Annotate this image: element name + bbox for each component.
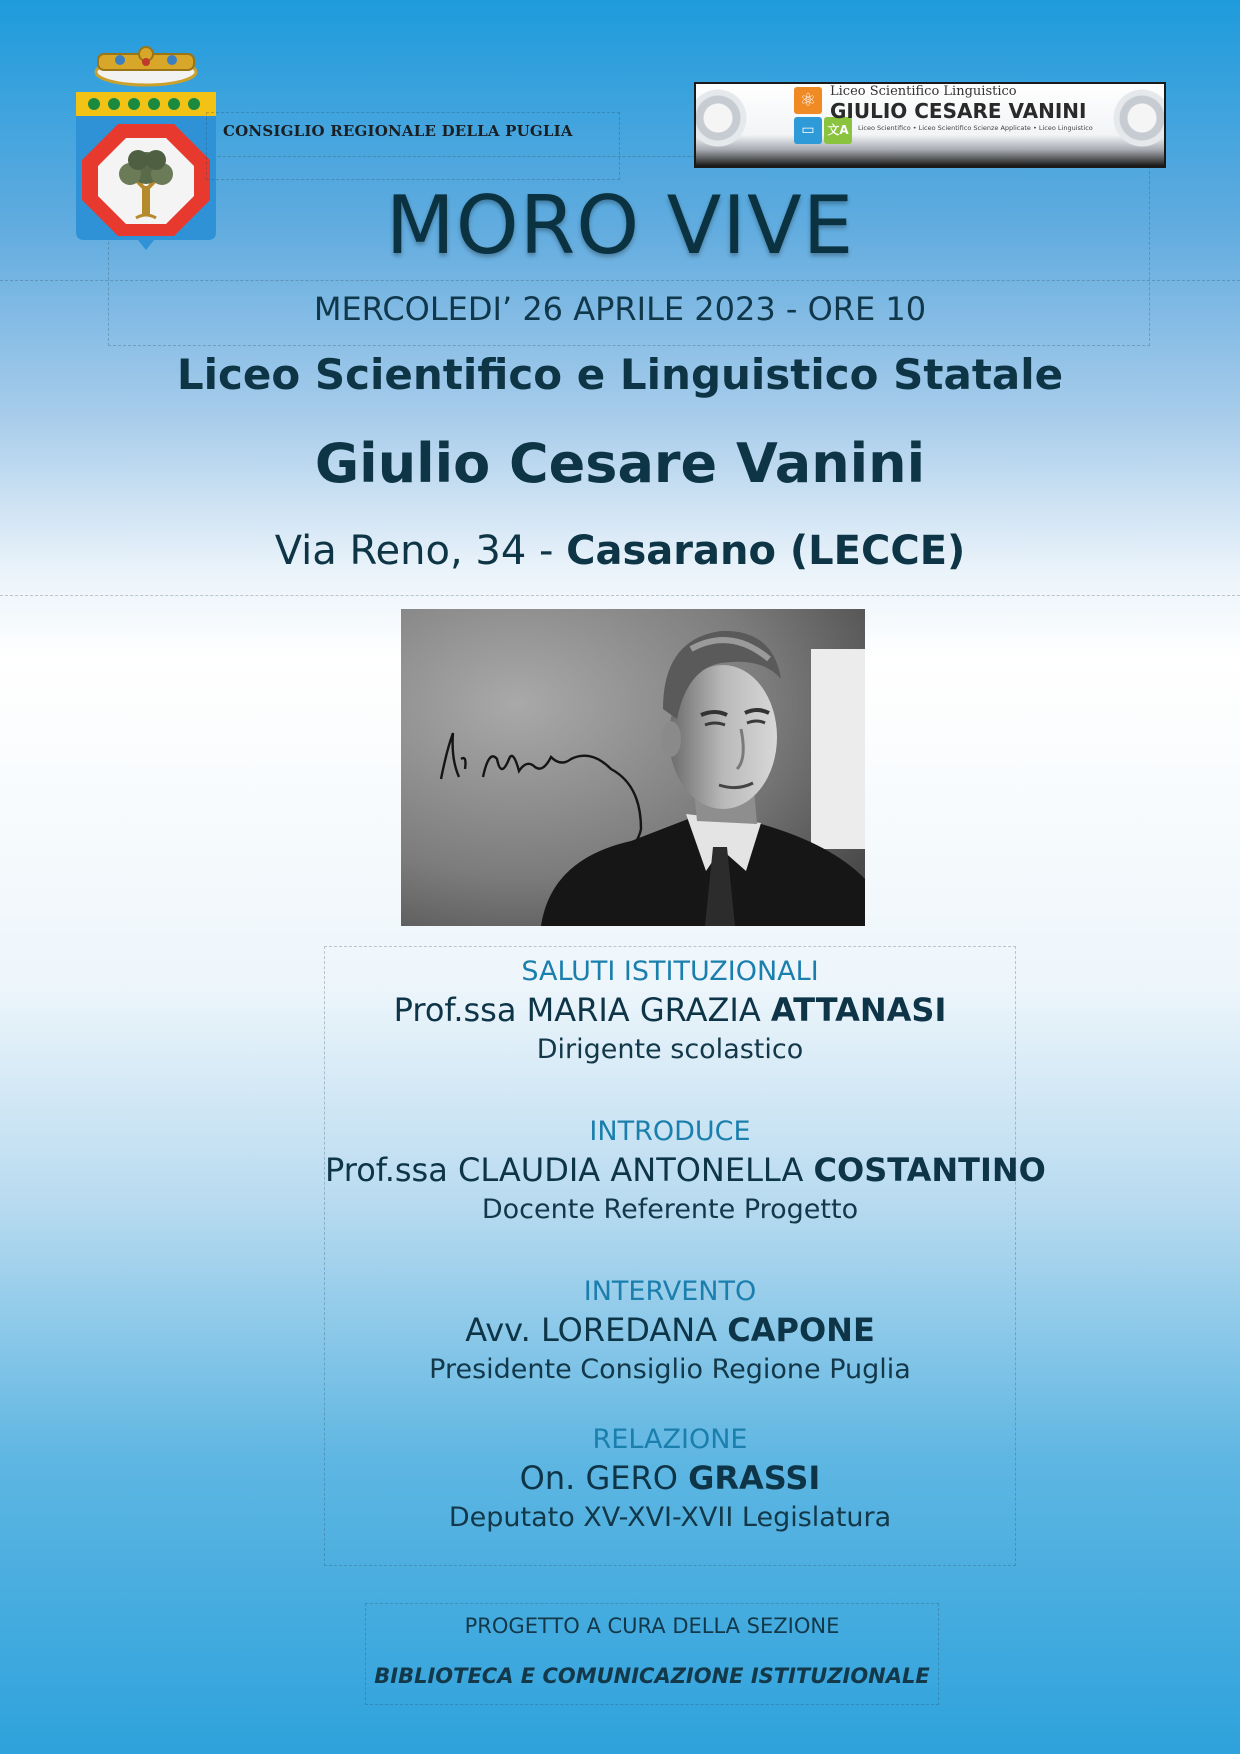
speaker-position: Dirigente scolastico bbox=[536, 1034, 804, 1065]
program-entry bbox=[325, 1423, 1015, 1537]
speaker-name bbox=[325, 1457, 1015, 1499]
speaker-name bbox=[325, 1149, 1046, 1191]
footer-line-2: BIBLIOTECA E COMUNICAZIONE ISTITUZIONALE bbox=[374, 1664, 930, 1688]
venue-line-1: Liceo Scientifico e Linguistico Statale bbox=[176, 350, 1064, 399]
portrait-photo bbox=[401, 609, 865, 926]
program-entry bbox=[325, 1275, 1015, 1389]
footer-box bbox=[365, 1603, 939, 1705]
speaker-name bbox=[325, 1309, 1015, 1351]
speaker-name-prefix: Avv. LOREDANA bbox=[465, 1311, 728, 1349]
program-entry bbox=[325, 1115, 1046, 1229]
computer-icon: ▭ bbox=[794, 117, 822, 144]
address-street: Via Reno, 34 - bbox=[274, 528, 567, 574]
gear-icon bbox=[694, 88, 748, 148]
gear-icon bbox=[1112, 88, 1166, 148]
speaker-surname: ATTANASI bbox=[770, 991, 947, 1029]
speaker-position: Presidente Consiglio Regione Puglia bbox=[429, 1354, 911, 1385]
school-logo bbox=[694, 82, 1166, 168]
speaker-position: Deputato XV-XVI-XVII Legislatura bbox=[448, 1502, 892, 1533]
speaker-surname: COSTANTINO bbox=[813, 1151, 1046, 1189]
speaker-name-prefix: Prof.ssa MARIA GRAZIA bbox=[393, 991, 771, 1029]
school-logo-name: GIULIO CESARE VANINI bbox=[830, 99, 1087, 123]
program-role: SALUTI ISTITUZIONALI bbox=[521, 956, 819, 987]
program-role: INTERVENTO bbox=[583, 1276, 757, 1307]
translate-icon: 文A bbox=[824, 117, 852, 144]
speaker-name-prefix: Prof.ssa CLAUDIA ANTONELLA bbox=[325, 1151, 814, 1189]
region-council-label: CONSIGLIO REGIONALE DELLA PUGLIA bbox=[206, 112, 620, 180]
venue-line-2: Giulio Cesare Vanini bbox=[314, 432, 926, 495]
atom-icon: ⚛ bbox=[794, 87, 822, 114]
speaker-position: Docente Referente Progetto bbox=[481, 1194, 859, 1225]
address-city: Casarano (LECCE) bbox=[566, 528, 966, 574]
speaker-name bbox=[325, 989, 1015, 1031]
speaker-surname: GRASSI bbox=[688, 1459, 821, 1497]
speaker-surname: CAPONE bbox=[727, 1311, 875, 1349]
speaker-name-prefix: On. GERO bbox=[519, 1459, 689, 1497]
venue-address bbox=[0, 528, 1240, 574]
program-entry bbox=[325, 955, 1015, 1069]
school-logo-subtitle: Liceo Scientifico • Liceo Scientifico Scienze Applicate • Liceo Linguistico bbox=[858, 124, 1093, 132]
program-box bbox=[324, 946, 1046, 1566]
school-logo-kicker: Liceo Scientifico Linguistico bbox=[830, 84, 1017, 99]
event-title: MORO VIVE bbox=[385, 179, 855, 272]
footer-line-1: PROGETTO A CURA DELLA SEZIONE bbox=[464, 1614, 840, 1638]
program-role: RELAZIONE bbox=[592, 1424, 748, 1455]
program-role: INTRODUCE bbox=[589, 1116, 751, 1147]
event-date: MERCOLEDI’ 26 APRILE 2023 - ORE 10 bbox=[313, 290, 927, 328]
